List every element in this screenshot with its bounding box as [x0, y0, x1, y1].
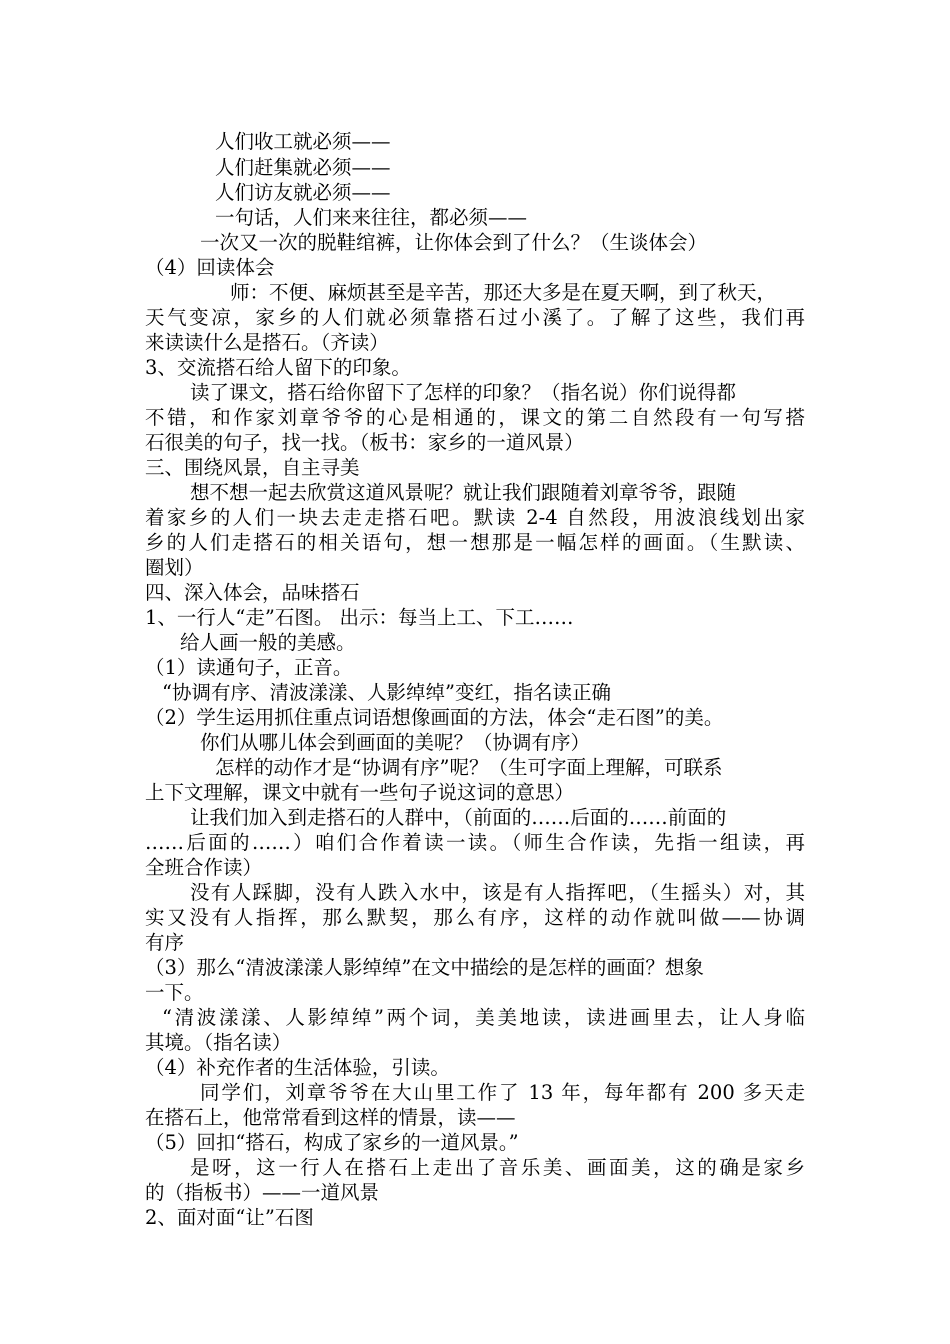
- text-line: 乡的人们走搭石的相关语句，想一想那是一幅怎样的画面。（生默读、: [145, 531, 805, 554]
- text-line: 全班合作读）: [145, 856, 263, 879]
- text-line: 你们从哪儿体会到画面的美呢？（协调有序）: [200, 731, 591, 754]
- section-heading: 3、交流搭石给人留下的印象。: [145, 356, 411, 379]
- section-heading: 三、围绕风景，自主寻美: [145, 456, 360, 479]
- section-heading: （3）那么“清波漾漾人影绰绰”在文中描绘的是怎样的画面？想象: [145, 956, 704, 979]
- section-heading: 四、深入体会，品味搭石: [145, 581, 360, 604]
- text-line: 圈划）: [145, 556, 204, 579]
- text-line: “协调有序、清波漾漾、人影绰绰”变红，指名读正确: [162, 681, 611, 704]
- text-line: 来读读什么是搭石。（齐读）: [145, 331, 389, 354]
- text-line: 想不想一起去欣赏这道风景呢？就让我们跟随着刘章爷爷，跟随: [190, 481, 737, 504]
- section-heading: 2、面对面“让”石图: [145, 1206, 314, 1229]
- section-heading: 1、一行人“走”石图。 出示：每当上工、下工……: [145, 606, 574, 629]
- text-line: 让我们加入到走搭石的人群中，（前面的……后面的……前面的: [190, 806, 727, 829]
- text-line: 人们赶集就必须——: [215, 156, 391, 179]
- text-line: 给人画一般的美感。: [180, 631, 356, 654]
- text-line: 在搭石上，他常常看到这样的情景，读——: [145, 1106, 516, 1129]
- text-line: 其境。（指名读）: [145, 1031, 292, 1054]
- text-line: 人们收工就必须——: [215, 130, 391, 153]
- text-line: 有序: [145, 931, 185, 954]
- text-line: 石很美的句子，找一找。（板书：家乡的一道风景）: [145, 431, 584, 454]
- section-heading: （4）补充作者的生活体验，引读。: [145, 1056, 450, 1079]
- text-line: 一句话，人们来来往往，都必须——: [215, 206, 528, 229]
- text-line: 读了课文，搭石给你留下了怎样的印象？（指名说）你们说得都: [190, 381, 737, 404]
- section-heading: （5）回扣“搭石，构成了家乡的一道风景。”: [145, 1131, 519, 1154]
- text-line: 一下。: [145, 981, 204, 1004]
- section-heading: （1）读通句子，正音。: [145, 656, 353, 679]
- text-line: 一次又一次的脱鞋绾裤，让你体会到了什么？（生谈体会）: [200, 231, 708, 254]
- text-line: 天气变凉，家乡的人们就必须靠搭石过小溪了。了解了这些，我们再: [145, 306, 805, 329]
- text-line: 没有人踩脚，没有人跌入水中，该是有人指挥吧，（生摇头）对，其: [190, 881, 805, 904]
- text-line: ……后面的……）咱们合作着读一读。（师生合作读，先指一组读，再: [145, 831, 805, 854]
- text-line: 着家乡的人们一块去走走搭石吧。默读 2-4 自然段，用波浪线划出家: [145, 506, 805, 529]
- text-line: 的（指板书）——一道风景: [145, 1181, 380, 1204]
- section-heading: （4）回读体会: [145, 256, 275, 279]
- text-line: 怎样的动作才是“协调有序”呢？（生可字面上理解，可联系: [215, 756, 723, 779]
- text-line: “清波漾漾、人影绰绰”两个词，美美地读，读进画里去，让人身临: [162, 1006, 805, 1029]
- text-line: 人们访友就必须——: [215, 181, 391, 204]
- text-line: 是呀，这一行人在搭石上走出了音乐美、画面美，这的确是家乡: [190, 1156, 805, 1179]
- text-line: 上下文理解，课文中就有一些句子说这词的意思）: [145, 781, 575, 804]
- text-line: 实又没有人指挥，那么默契，那么有序，这样的动作就叫做——协调: [145, 906, 805, 929]
- text-line: 师：不便、麻烦甚至是辛苦，那还大多是在夏天啊，到了秋天，: [230, 281, 777, 304]
- text-line: 不错，和作家刘章爷爷的心是相通的，课文的第二自然段有一句写搭: [145, 406, 805, 429]
- section-heading: （2）学生运用抓住重点词语想像画面的方法，体会“走石图”的美。: [145, 706, 724, 729]
- text-line: 同学们，刘章爷爷在大山里工作了 13 年，每年都有 200 多天走: [200, 1081, 805, 1104]
